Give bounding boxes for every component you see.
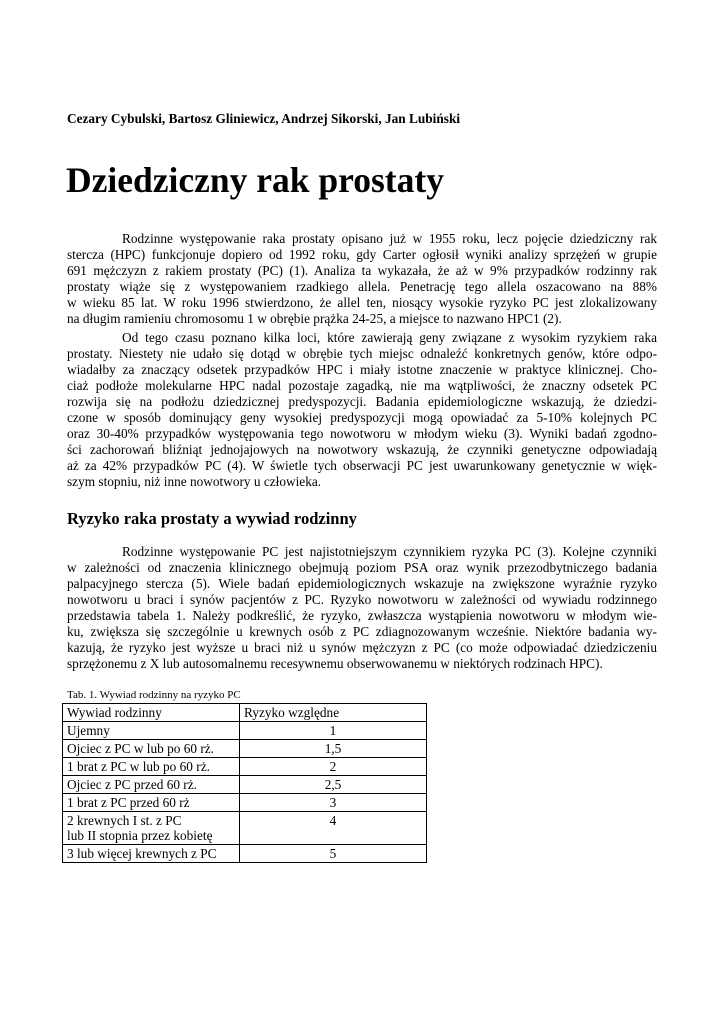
- text-line: 691 mężczyzn z rakiem prostaty (PC) (1). Analiza ta wykazała, że aż w 9% przypadków rodzinny rak: [67, 263, 657, 278]
- history-cell: Ojciec z PC w lub po 60 rż.: [63, 740, 240, 758]
- section-heading: Ryzyko raka prostaty a wywiad rodzinny: [67, 509, 357, 528]
- text-line: rozwija się na podłożu dziedzicznej predyspozycji. Badania epidemiologiczne wskazują, że dziedzi-: [67, 394, 657, 409]
- risk-cell: 4: [240, 812, 427, 845]
- risk-cell: 5: [240, 845, 427, 863]
- history-line: 2 krewnych I st. z PC: [67, 813, 182, 828]
- history-cell: [63, 812, 240, 845]
- text-line: szym stopniu, niż inne nowotwory u człowieka.: [67, 474, 322, 489]
- risk-cell: 2: [240, 758, 427, 776]
- table-row: [63, 794, 427, 812]
- history-cell: 1 brat z PC przed 60 rż: [63, 794, 240, 812]
- table-row: [63, 722, 427, 740]
- text-line: aż za 42% przypadków PC (4). W świetle tych obserwacji PC jest uwarunkowany genetycznie w więk-: [67, 458, 657, 473]
- text-line: ści zachorowań bliźniąt jednojajowych na nowotwory wskazują, że czynniki genetyczne odpowiadają: [67, 442, 657, 457]
- text-line: nowotworu u braci i synów pacjentów z PC. Ryzyko nowotworu w zależności od wywiadu rodzinnego: [67, 592, 657, 607]
- text-line: ciaż podłoże molekularne HPC nadal pozostaje zagadką, nie ma wątpliwości, że znaczny odsetek PC: [67, 378, 657, 393]
- text-line: Od tego czasu poznano kilka loci, które zawierają geny związane z wysokim ryzykiem raka: [122, 330, 657, 345]
- text-line: kazują, że ryzyko jest wyższe u braci niż u synów mężczyzn z PC (co może odpowiadać dziedziczeniu: [67, 640, 657, 655]
- text-line: prostaty wiąże się z występowaniem rzadkiego allela. Penetrację tego allela oszacowano na 88%: [67, 279, 657, 294]
- text-line: w wieku 85 lat. W roku 1996 stwierdzono, że allel ten, niosący wysokie ryzyko PC jest zlokalizowany: [67, 295, 657, 310]
- risk-cell: 2,5: [240, 776, 427, 794]
- text-line: ku, zwiększa się szczególnie u krewnych osób z PC zdiagnozowanym wcześnie. Niektóre badania wy-: [67, 624, 657, 639]
- text-line: wiadałby za znaczący odsetek przypadków HPC i miały istotne znaczenie w praktyce klinicznej. Cho-: [67, 362, 657, 377]
- text-line: sprzężonemu z X lub autosomalnemu recesywnemu obserwowanemu w niektórych rodzinach HPC).: [67, 656, 603, 671]
- text-line: przedstawia tabela 1. Należy podkreślić, że ryzyko, zwłaszcza wystąpienia nowotworu w młodym wie-: [67, 608, 657, 623]
- history-cell: Ojciec z PC przed 60 rż.: [63, 776, 240, 794]
- history-cell: 3 lub więcej krewnych z PC: [63, 845, 240, 863]
- risk-cell: 1: [240, 722, 427, 740]
- table-row: [63, 740, 427, 758]
- text-line: Rodzinne występowanie PC jest najistotniejszym czynnikiem ryzyka PC (3). Kolejne czynniki: [122, 544, 657, 559]
- history-cell: Ujemny: [63, 722, 240, 740]
- text-line: Rodzinne występowanie raka prostaty opisano już w 1955 roku, lecz pojęcie dziedziczny rak: [122, 231, 657, 246]
- column-header: Wywiad rodzinny: [63, 704, 240, 722]
- intro-paragraph-1: [67, 231, 657, 327]
- text-line: oraz 30-40% przypadków występowania tego nowotworu w młodym wieku (3). Wyniki badań zgodno-: [67, 426, 657, 441]
- column-header: Ryzyko względne: [240, 704, 427, 722]
- section-paragraph: [67, 544, 657, 672]
- history-cell: 1 brat z PC w lub po 60 rż.: [63, 758, 240, 776]
- table-row: [63, 812, 427, 845]
- text-line: prostaty. Niestety nie udało się dotąd w obrębie tych miejsc odnaleźć konkretnych genów, które odpo-: [67, 346, 657, 361]
- table-row: [63, 845, 427, 863]
- text-line: czone w sposób dominujący geny wysokiej predyspozycji mogą opowiadać za 5-10% kolejnych PC: [67, 410, 657, 425]
- table-caption: Tab. 1. Wywiad rodzinny na ryzyko PC: [67, 689, 241, 701]
- text-line: na długim ramieniu chromosomu 1 w obrębie prążka 24-25, a miejsce to nazwano HPC1 (2).: [67, 311, 562, 326]
- risk-cell: 1,5: [240, 740, 427, 758]
- table-row: [63, 776, 427, 794]
- risk-cell: 3: [240, 794, 427, 812]
- table-row: [63, 758, 427, 776]
- table-header-row: [63, 704, 427, 722]
- text-line: stercza (HPC) funkcjonuje dopiero od 1992 roku, gdy Carter ogłosił wyniki analizy sprzężeń w grupie: [67, 247, 657, 262]
- text-line: w zależności od znaczenia klinicznego obejmują poziom PSA oraz wynik przezodbytniczego badania: [67, 560, 657, 575]
- history-line: lub II stopnia przez kobietę: [67, 828, 213, 843]
- risk-table: [62, 703, 427, 863]
- authors: Cezary Cybulski, Bartosz Gliniewicz, Andrzej Sikorski, Jan Lubiński: [67, 111, 461, 126]
- text-line: palpacyjnego stercza (5). Wiele badań epidemiologicznych wskazuje na zwiększone wyraźnie ryzyko: [67, 576, 657, 591]
- intro-paragraph-2: [67, 330, 657, 490]
- page-title: Dziedziczny rak prostaty: [66, 160, 444, 200]
